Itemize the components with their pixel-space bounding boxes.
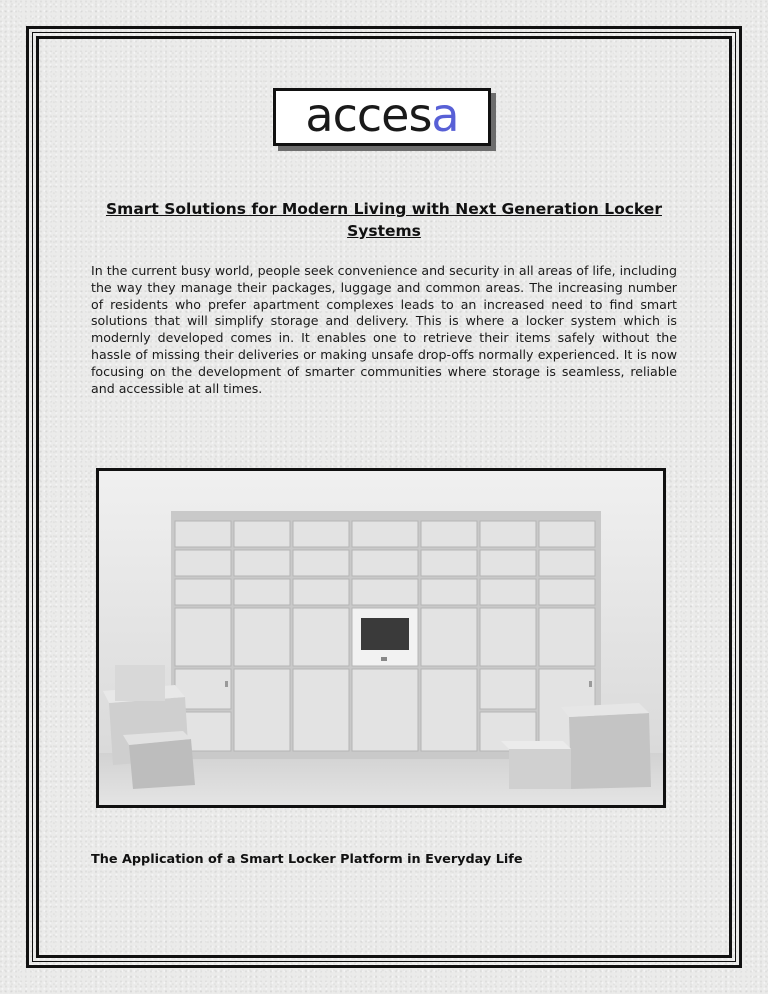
accessa-logo — [273, 88, 491, 146]
section-subheading: The Application of a Smart Locker Platform in Everyday Life — [91, 852, 523, 867]
locker-image — [96, 468, 666, 808]
page-title: Smart Solutions for Modern Living with Next Generation Locker Systems — [106, 200, 662, 240]
intro-paragraph: In the current busy world, people seek convenience and security in all areas of life, including the way they manage their packages, luggage and common areas. The increasing number of residents who prefer apartment complexes leads to an increased need to find smart solutions that will simplify storage and delivery. This is where a locker system which is modernly developed comes in. It enables one to retrieve their items safely without the hassle of missing their deliveries or making unsafe drop-offs normally experienced. It is now focusing on the development of smarter communities where storage is seamless, reliable and accessible at all times. — [91, 263, 677, 396]
logo-wordmark: accesa — [305, 88, 459, 142]
smart-locker-photo-icon — [99, 471, 663, 805]
